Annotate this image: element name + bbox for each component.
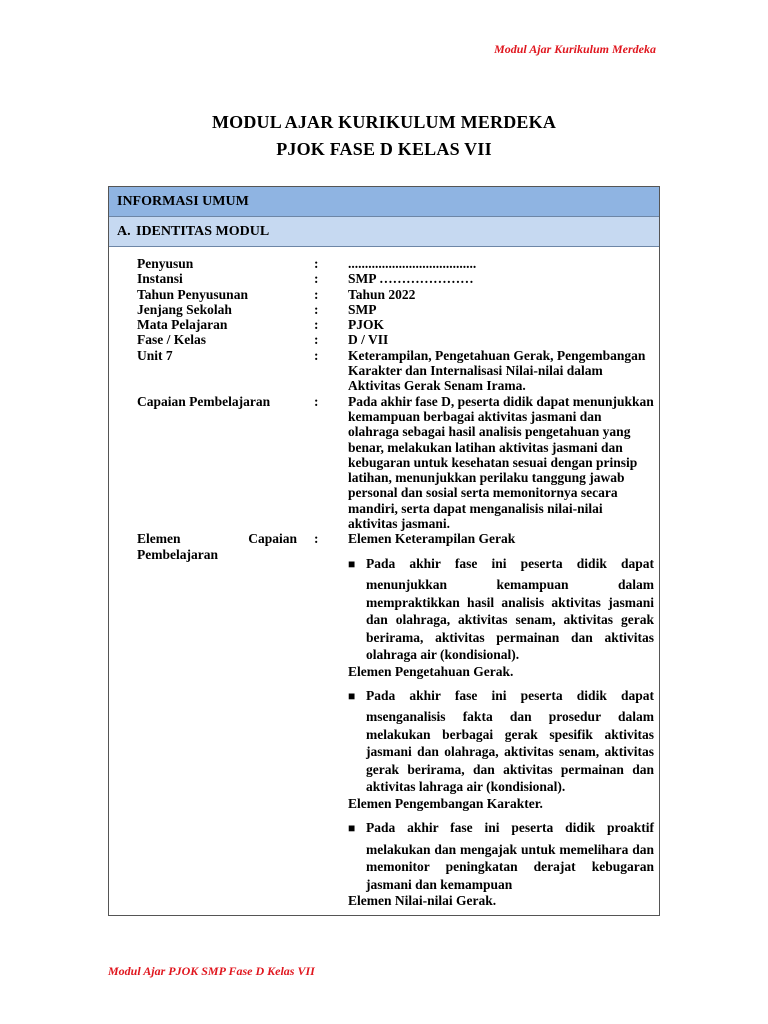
field-label: Mata Pelajaran [137,317,228,333]
info-table [108,186,660,916]
elemen-heading: Elemen Nilai-nilai Gerak. [348,893,497,909]
elemen-heading: Elemen Pengembangan Karakter. [348,795,543,811]
field-colon: : [314,256,319,271]
document-subtitle: PJOK FASE D KELAS VII [276,139,492,159]
section-title: IDENTITAS MODUL [136,224,270,239]
document-title: MODUL AJAR KURIKULUM MERDEKA [211,112,557,132]
capaian-row [109,394,659,532]
field-label: Unit 7 [137,347,173,363]
field-label: Tahun Penyusunan [137,286,248,302]
elemen-bullet [348,555,654,664]
elemen-bullet [348,819,654,893]
square-bullet-icon: ■ [348,688,356,703]
bullet-first-line: Pada akhir fase ini peserta didik dapat [366,687,654,703]
field-row [109,256,659,271]
elemen-value [348,531,654,908]
field-row [109,348,659,394]
section-general-info: INFORMASI UMUM [109,187,659,217]
field-row [109,332,659,347]
field-row [109,317,659,332]
field-colon: : [314,286,319,302]
field-value: PJOK [348,317,384,333]
field-value: ...................................... [348,256,477,271]
field-colon: : [314,347,319,363]
field-colon: : [314,271,319,287]
section-module-identity [109,217,659,247]
field-value: Keterampilan, Pengetahuan Gerak, Pengembangan Karakter dan Internalisasi Nilai-nilai dalam Aktivitas Gerak Senam Irama. [348,347,646,394]
field-label: Jenjang Sekolah [137,301,232,317]
field-colon: : [314,332,319,348]
field-colon: : [314,301,319,317]
square-bullet-icon: ■ [348,821,356,836]
elemen-row [109,531,659,908]
field-row [109,302,659,317]
field-row [109,287,659,302]
bullet-first-line: Pada akhir fase ini peserta didik dapat [366,555,654,571]
field-value: SMP ………………… [348,271,474,287]
square-bullet-icon: ■ [348,556,356,571]
section-number: A. [117,224,131,239]
bullet-text: melakukan dan mengajak untuk memelihara dan memonitor peningkatan derajat kebugaran jasmani dan kemampuan [366,841,654,892]
field-colon: : [314,393,319,409]
elemen-label-word: Capaian [248,531,297,547]
capaian-label: Capaian Pembelajaran [137,393,271,409]
elemen-bullet [348,687,654,796]
field-value: Tahun 2022 [348,286,416,302]
field-colon: : [314,317,319,333]
bullet-first-line: Pada akhir fase ini peserta didik proaktif [366,820,654,836]
elemen-label-word: Elemen [137,531,181,547]
elemen-label-line: Pembelajaran [137,546,218,562]
elemen-heading: Elemen Pengetahuan Gerak. [348,663,514,679]
field-label: Instansi [137,271,183,287]
running-header: Modul Ajar Kurikulum Merdeka [494,42,656,56]
identity-content [109,247,659,909]
bullet-text: menunjukkan kemampuan dalam mempraktikkan hasil analisis aktivitas jasmani dan olahraga, aktivitas senam, aktivitas gerak berirama, aktivitas permainan dan aktivitas olahraga air (kondisional). [366,577,654,663]
elemen-heading: Elemen Keterampilan Gerak [348,531,516,547]
field-value: SMP [348,301,377,317]
field-value: D / VII [348,332,389,348]
field-colon: : [314,531,319,547]
bullet-text: msenganalisis fakta dan prosedur dalam melakukan berbagai gerak spesifik aktivitas jasmani dan olahraga, aktivitas senam, aktivitas gerak berirama, dan aktivitas permainan dan aktivitas lahraga air (kondisional). [366,709,654,795]
running-footer: Modul Ajar PJOK SMP Fase D Kelas VII [108,964,315,978]
field-row [109,271,659,286]
capaian-value: Pada akhir fase D, peserta didik dapat menunjukkan kemampuan berbagai aktivitas jasmani dan olahraga sebagai hasil analisis pengetahuan yang benar, melakukan latihan aktivitas jasmani dan kebugaran untuk kesehatan sesuai dengan prinsip latihan, menunjukkan perilaku tanggung jawab personal dan sosial serta memonitornya secara mandiri, serta dapat menganalisis nilai-nilai aktivitas jasmani. [348,393,654,532]
field-label: Fase / Kelas [137,332,206,348]
elemen-label [137,531,297,562]
field-label: Penyusun [137,256,194,271]
